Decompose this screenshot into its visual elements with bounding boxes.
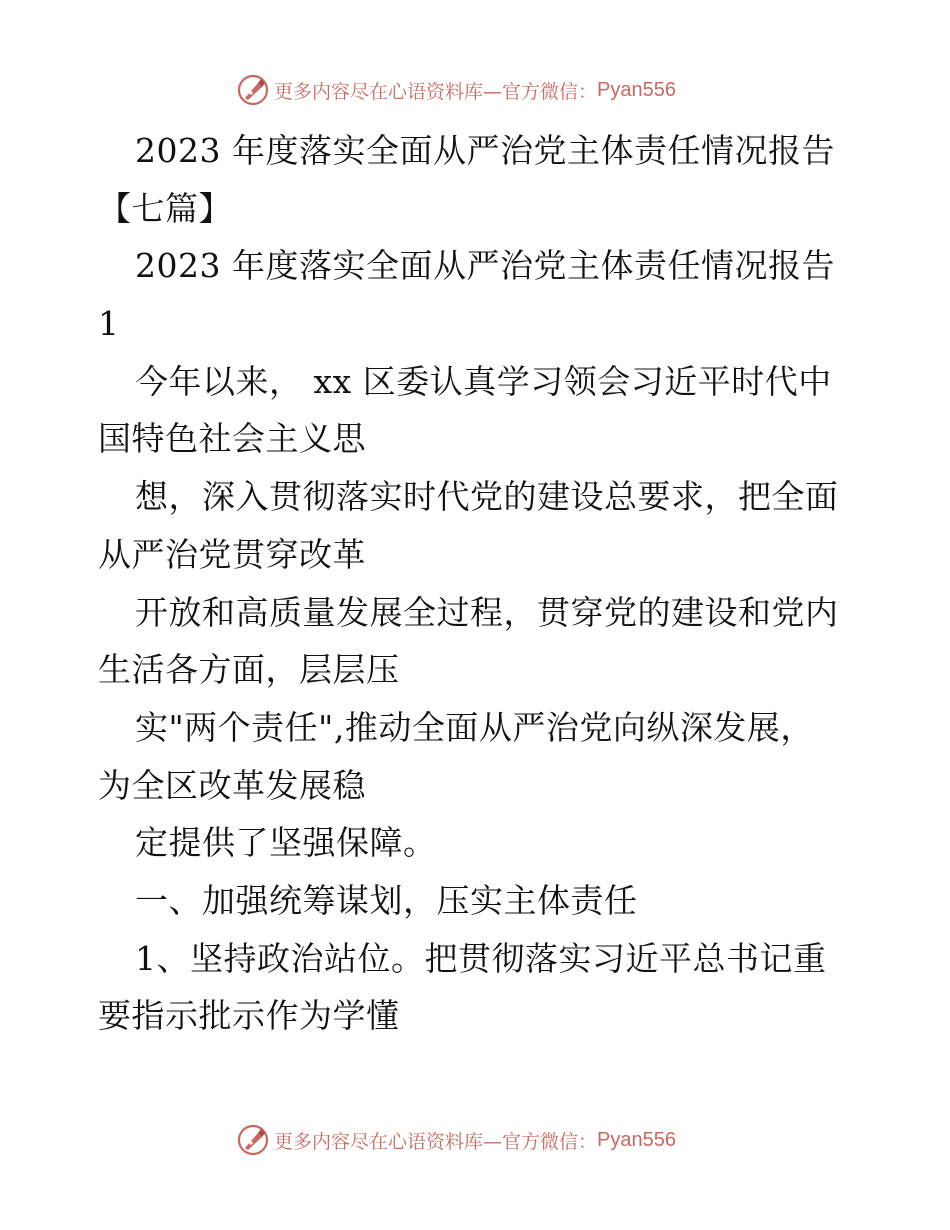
watermark-text: 更多内容尽在心语资料库—官方微信： — [274, 1130, 598, 1153]
header-watermark — [236, 72, 676, 108]
text-line: 1、坚持政治站位。把贯彻落实习近平总书记重 — [135, 938, 827, 978]
text-line: 为全区改革发展稳 — [98, 765, 366, 805]
watermark-text: 更多内容尽在心语资料库—官方微信： — [274, 80, 598, 103]
text-line: 今年以来， xx 区委认真学习领会习近平时代中 — [135, 361, 832, 401]
text-line: 2023 年度落实全面从严治党主体责任情况报告 — [135, 246, 835, 286]
fountain-pen-icon — [236, 73, 270, 107]
text-line: 一、加强统筹谋划，压实主体责任 — [135, 880, 638, 920]
text-line: 从严治党贯穿改革 — [98, 534, 366, 574]
text-line: 国特色社会主义思 — [98, 419, 366, 459]
watermark-wechat-id: Pyan556 — [597, 78, 676, 101]
text-line: 2023 年度落实全面从严治党主体责任情况报告 — [135, 131, 835, 170]
text-line: 要指示批示作为学懂 — [98, 996, 400, 1036]
document-body — [98, 122, 858, 1045]
text-line: 生活各方面，层层压 — [98, 650, 400, 690]
text-line: 定提供了坚强保障。 — [135, 823, 437, 863]
text-line: 想，深入贯彻落实时代党的建设总要求，把全面 — [135, 477, 839, 517]
watermark-wechat-id: Pyan556 — [597, 1128, 676, 1151]
text-line: 1 — [98, 304, 120, 344]
fountain-pen-icon — [236, 1123, 270, 1157]
text-line: 开放和高质量发展全过程，贯穿党的建设和党内 — [135, 592, 839, 632]
text-line: 实"两个责任",推动全面从严治党向纵深发展， — [135, 707, 814, 747]
text-line: 【七篇】 — [98, 188, 232, 228]
footer-watermark — [236, 1122, 676, 1158]
